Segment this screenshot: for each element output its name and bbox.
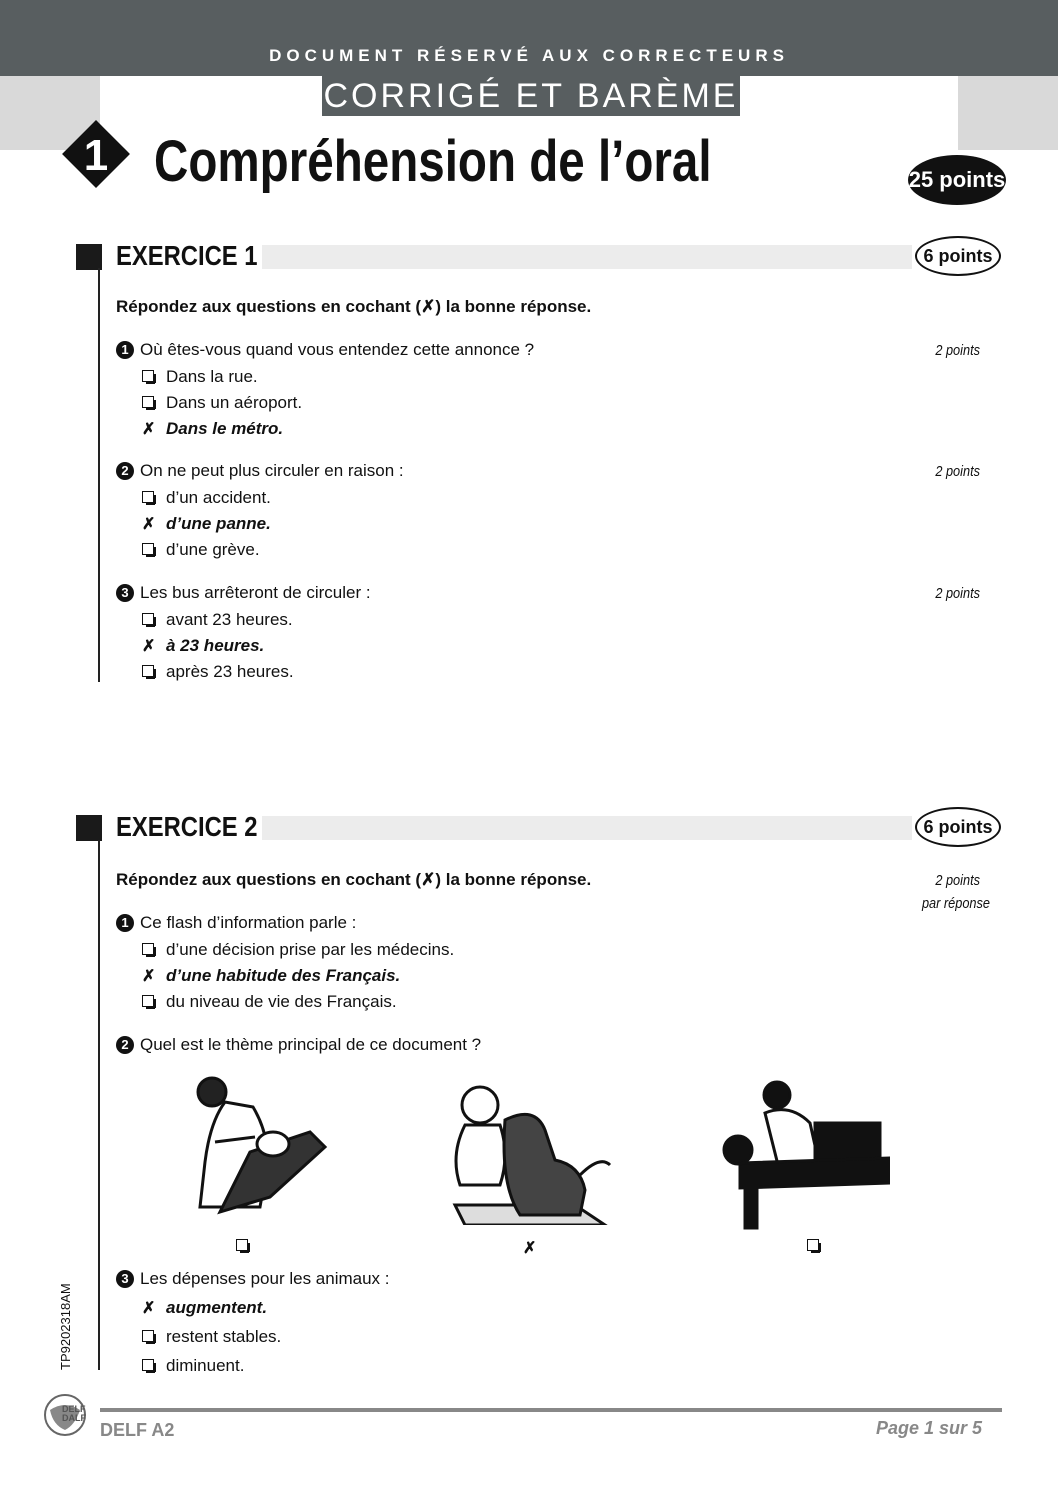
option-label: à 23 heures. xyxy=(166,636,265,655)
checkbox-checked-icon[interactable]: ✗ xyxy=(142,638,156,655)
section-number: 1 xyxy=(83,131,109,180)
question-number: 3 xyxy=(116,584,134,602)
answer-option-correct[interactable] xyxy=(142,636,264,656)
checkbox-checked-icon[interactable]: ✗ xyxy=(142,516,156,533)
option-label: du niveau de vie des Français. xyxy=(166,992,397,1011)
exercise2-instruction: Répondez aux questions en cochant (✗) la bonne réponse. xyxy=(116,870,592,889)
answer-option[interactable] xyxy=(142,488,271,508)
question-2 xyxy=(116,461,404,481)
checkbox-empty-icon xyxy=(236,1239,248,1251)
header-side-right xyxy=(958,76,1058,150)
document-code: TP9202318AM xyxy=(58,1283,73,1370)
footer-exam-level: DELF A2 xyxy=(100,1420,175,1440)
exercise2-points: 6 points xyxy=(915,807,1001,847)
answer-option[interactable] xyxy=(142,662,294,682)
option-label: restent stables. xyxy=(166,1327,282,1346)
checkbox-empty-icon[interactable] xyxy=(142,995,154,1007)
option-label: d’une habitude des Français. xyxy=(166,966,401,985)
question-1 xyxy=(116,340,534,360)
question-2-1 xyxy=(116,913,356,933)
checkbox-empty-icon[interactable] xyxy=(142,396,154,408)
option-label: après 23 heures. xyxy=(166,662,294,681)
section-points-badge: 25 points xyxy=(908,155,1006,205)
exercise1-rule xyxy=(98,268,100,682)
exercise2-title: EXERCICE 2 xyxy=(116,811,258,842)
question-text: On ne peut plus circuler en raison : xyxy=(140,461,404,480)
exercise2-marker xyxy=(76,815,102,841)
answer-option[interactable] xyxy=(142,1356,244,1376)
question-number: 1 xyxy=(116,341,134,359)
option-label: Dans le métro. xyxy=(166,419,284,438)
cross-mark-icon: ✗ xyxy=(421,870,436,889)
question-2-3 xyxy=(116,1269,390,1289)
checkbox-empty-icon[interactable] xyxy=(142,1359,154,1371)
option-label: augmentent. xyxy=(166,1298,268,1317)
exercise2-points-note-1: 2 points xyxy=(935,872,980,889)
question-text: Les dépenses pour les animaux : xyxy=(140,1269,390,1288)
option-label: diminuent. xyxy=(166,1356,245,1375)
option-label: avant 23 heures. xyxy=(166,610,293,629)
question-text: Où êtes-vous quand vous entendez cette annonce ? xyxy=(140,340,535,359)
answer-option-correct[interactable] xyxy=(142,514,271,534)
exercise1-instruction: Répondez aux questions en cochant (✗) la bonne réponse. xyxy=(116,297,592,316)
question-text: Les bus arrêteront de circuler : xyxy=(140,583,371,602)
checkbox-empty-icon[interactable] xyxy=(142,370,154,382)
checkbox-checked-icon[interactable]: ✗ xyxy=(142,421,156,438)
answer-option-correct[interactable] xyxy=(142,1298,267,1318)
option-label: d’une panne. xyxy=(166,514,271,533)
exercise1-marker xyxy=(76,244,102,270)
cross-mark-icon: ✗ xyxy=(421,297,436,316)
checkbox-empty-icon[interactable] xyxy=(142,665,154,677)
question-number: 1 xyxy=(116,914,134,932)
question-number: 3 xyxy=(116,1270,134,1288)
option-label: d’une grève. xyxy=(166,540,260,559)
option-label: Dans la rue. xyxy=(166,367,258,386)
document-title: CORRIGÉ ET BARÈME xyxy=(323,77,739,115)
footer-rule xyxy=(100,1408,1002,1412)
exercise2-rule xyxy=(98,840,100,1370)
option-label: Dans un aéroport. xyxy=(166,393,303,412)
footer-page-number: Page 1 sur 5 xyxy=(875,1418,982,1438)
question-points: 2 points xyxy=(935,342,980,359)
question-number: 2 xyxy=(116,1036,134,1054)
checkbox-checked-icon[interactable]: ✗ xyxy=(142,1300,156,1317)
checkbox-empty-icon[interactable] xyxy=(142,491,154,503)
question-3 xyxy=(116,583,371,603)
reserved-notice: DOCUMENT RÉSERVÉ AUX CORRECTEURS xyxy=(269,46,789,65)
checkbox-empty-icon[interactable] xyxy=(142,943,154,955)
exercise1-points: 6 points xyxy=(915,236,1001,276)
section-title: Compréhension de l’oral xyxy=(154,129,712,194)
answer-option[interactable] xyxy=(142,540,260,560)
person-at-piano-image xyxy=(720,1078,890,1233)
answer-option-correct[interactable] xyxy=(142,419,283,439)
image-option-1-checkbox[interactable] xyxy=(236,1238,260,1256)
checkbox-empty-icon xyxy=(807,1239,819,1251)
image-option-3-checkbox[interactable] xyxy=(807,1238,831,1256)
question-text: Quel est le thème principal de ce document ? xyxy=(140,1035,482,1054)
exercise1-band xyxy=(262,245,912,269)
answer-option[interactable] xyxy=(142,610,293,630)
image-option-2-checkbox-checked[interactable]: ✗ xyxy=(523,1240,537,1257)
logo-text: DELF DALF xyxy=(62,1404,86,1423)
checkbox-empty-icon[interactable] xyxy=(142,543,154,555)
answer-option[interactable] xyxy=(142,393,302,413)
option-label: d’un accident. xyxy=(166,488,271,507)
child-with-dog-image xyxy=(445,1075,615,1225)
answer-option[interactable] xyxy=(142,367,258,387)
exercise2-band xyxy=(262,816,912,840)
option-label: d’une décision prise par les médecins. xyxy=(166,940,455,959)
question-number: 2 xyxy=(116,462,134,480)
answer-option[interactable] xyxy=(142,992,397,1012)
answer-option[interactable] xyxy=(142,1327,281,1347)
checkbox-empty-icon[interactable] xyxy=(142,613,154,625)
checkbox-empty-icon[interactable] xyxy=(142,1330,154,1342)
question-points: 2 points xyxy=(935,585,980,602)
checkbox-checked-icon[interactable]: ✗ xyxy=(142,968,156,985)
exercise2-points-note-2: par réponse xyxy=(921,895,990,912)
question-text: Ce flash d’information parle : xyxy=(140,913,357,932)
question-points: 2 points xyxy=(935,463,980,480)
question-2-2 xyxy=(116,1035,481,1055)
answer-option[interactable] xyxy=(142,940,454,960)
doctor-examining-patient-image xyxy=(155,1072,330,1222)
exercise1-title: EXERCICE 1 xyxy=(116,240,258,271)
answer-option-correct[interactable] xyxy=(142,966,400,986)
